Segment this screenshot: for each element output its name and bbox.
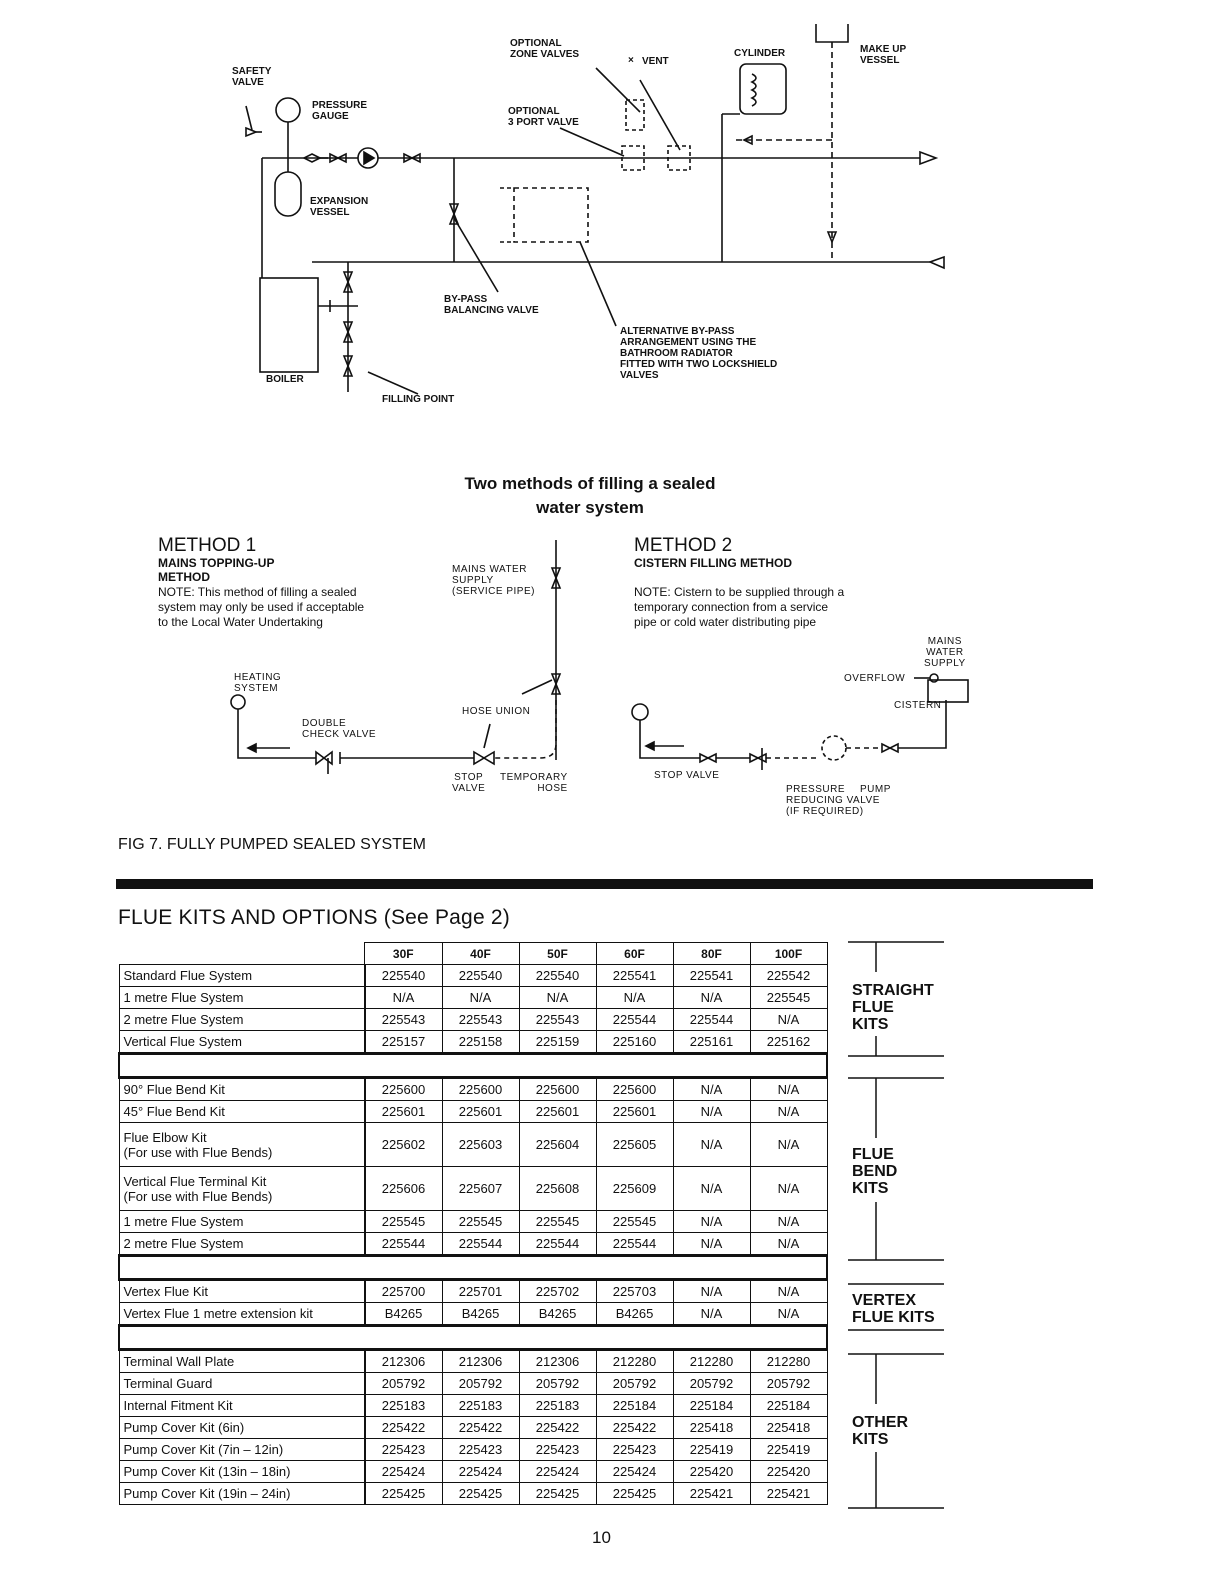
table-row [119, 1303, 827, 1326]
part-number-cell: 212280 [596, 1350, 673, 1373]
part-number-cell: 225162 [750, 1031, 827, 1054]
part-number-cell: 205792 [750, 1373, 827, 1395]
table-row [119, 1350, 827, 1373]
part-number-cell: 225183 [519, 1395, 596, 1417]
method2-cistern-label: CISTERN [894, 700, 942, 711]
part-number-cell: 225422 [442, 1417, 519, 1439]
part-number-cell: 225424 [365, 1461, 443, 1483]
section-divider [116, 879, 1093, 889]
part-number-cell: 225544 [596, 1009, 673, 1031]
flue-kits-table [118, 942, 828, 1505]
flue-kits-title: FLUE KITS AND OPTIONS (See Page 2) [118, 906, 510, 929]
method1-heating-system-label: HEATING SYSTEM [234, 672, 282, 694]
part-number-cell: 225544 [365, 1233, 443, 1256]
part-number-cell: 225184 [673, 1395, 750, 1417]
vertex-flue-kits-label: VERTEX FLUE KITS [852, 1292, 935, 1326]
part-number-cell: 225184 [750, 1395, 827, 1417]
vent-marker: × [628, 55, 634, 66]
filling-methods-heading: Two methods of filling a sealed water system [464, 474, 716, 517]
table-separator-row [119, 1326, 827, 1350]
part-number-cell: 225159 [519, 1031, 596, 1054]
part-number-cell: 225702 [519, 1280, 596, 1303]
part-number-cell: 225600 [519, 1078, 596, 1101]
column-header: 100F [750, 943, 827, 965]
table-separator-row [119, 1054, 827, 1078]
straight-flue-kits-label: STRAIGHT FLUE KITS [852, 982, 934, 1033]
part-number-cell: N/A [442, 987, 519, 1009]
kit-name: 2 metre Flue System [119, 1233, 365, 1256]
part-number-cell: 225425 [365, 1483, 443, 1505]
part-number-cell: 225183 [365, 1395, 443, 1417]
table-row [119, 1395, 827, 1417]
table-row [119, 1373, 827, 1395]
kit-name: Terminal Wall Plate [119, 1350, 365, 1373]
part-number-cell: 225544 [442, 1233, 519, 1256]
part-number-cell: 205792 [673, 1373, 750, 1395]
method1-subtitle: MAINS TOPPING-UP METHOD [158, 556, 275, 584]
part-number-cell: 225543 [519, 1009, 596, 1031]
part-number-cell: 225545 [442, 1211, 519, 1233]
page-number: 10 [592, 1528, 611, 1547]
part-number-cell: 225701 [442, 1280, 519, 1303]
make-up-vessel-label: MAKE UP VESSEL [860, 44, 907, 66]
part-number-cell: 225545 [750, 987, 827, 1009]
part-number-cell: N/A [750, 1009, 827, 1031]
part-number-cell: 225545 [519, 1211, 596, 1233]
part-number-cell: 225700 [365, 1280, 443, 1303]
optional-3port-valve-label: OPTIONAL 3 PORT VALVE [508, 106, 579, 128]
kit-name: Pump Cover Kit (6in) [119, 1417, 365, 1439]
kit-name: 90° Flue Bend Kit [119, 1078, 365, 1101]
part-number-cell: 225418 [750, 1417, 827, 1439]
column-header: 80F [673, 943, 750, 965]
part-number-cell: 225545 [365, 1211, 443, 1233]
kit-name: 1 metre Flue System [119, 1211, 365, 1233]
kit-name: Pump Cover Kit (13in – 18in) [119, 1461, 365, 1483]
part-number-cell: 205792 [519, 1373, 596, 1395]
column-header: 60F [596, 943, 673, 965]
part-number-cell: N/A [673, 1101, 750, 1123]
part-number-cell: 225425 [519, 1483, 596, 1505]
method2-title: METHOD 2 [634, 535, 733, 556]
method1-title: METHOD 1 [158, 535, 257, 556]
part-number-cell: 205792 [365, 1373, 443, 1395]
kit-name: Pump Cover Kit (19in – 24in) [119, 1483, 365, 1505]
part-number-cell: 225425 [442, 1483, 519, 1505]
part-number-cell: 225423 [365, 1439, 443, 1461]
part-number-cell: 225421 [673, 1483, 750, 1505]
table-row [119, 1123, 827, 1167]
method2-stop-valve-label: STOP VALVE [654, 770, 720, 781]
boiler-label: BOILER [266, 374, 304, 385]
kit-name: Pump Cover Kit (7in – 12in) [119, 1439, 365, 1461]
method2-subtitle: CISTERN FILLING METHOD [634, 556, 792, 570]
part-number-cell: 225423 [596, 1439, 673, 1461]
kit-name: Vertical Flue Terminal Kit (For use with Flue Bends) [119, 1167, 365, 1211]
table-header-row [119, 943, 827, 965]
part-number-cell: N/A [673, 987, 750, 1009]
part-number-cell: N/A [750, 1211, 827, 1233]
method1-hose-union-label: HOSE UNION [462, 706, 531, 717]
part-number-cell: 225418 [673, 1417, 750, 1439]
part-number-cell: N/A [750, 1167, 827, 1211]
part-number-cell: N/A [750, 1101, 827, 1123]
kit-name: Standard Flue System [119, 965, 365, 987]
part-number-cell: 225419 [673, 1439, 750, 1461]
part-number-cell: 205792 [442, 1373, 519, 1395]
part-number-cell: 225422 [519, 1417, 596, 1439]
table-row [119, 1009, 827, 1031]
method2-overflow-label: OVERFLOW [844, 673, 906, 684]
part-number-cell: N/A [750, 1280, 827, 1303]
part-number-cell: 225606 [365, 1167, 443, 1211]
table-row [119, 1167, 827, 1211]
part-number-cell: 225541 [596, 965, 673, 987]
part-number-cell: 225544 [673, 1009, 750, 1031]
part-number-cell: N/A [673, 1233, 750, 1256]
part-number-cell: 225183 [442, 1395, 519, 1417]
part-number-cell: 225542 [750, 965, 827, 987]
part-number-cell: 225603 [442, 1123, 519, 1167]
part-number-cell: 225601 [365, 1101, 443, 1123]
part-number-cell: B4265 [365, 1303, 443, 1326]
part-number-cell: N/A [750, 1123, 827, 1167]
kit-name: 45° Flue Bend Kit [119, 1101, 365, 1123]
method2-mains-water-supply-label: MAINS WATER SUPPLY [924, 636, 966, 669]
part-number-cell: 225540 [519, 965, 596, 987]
table-row [119, 965, 827, 987]
method1-note: NOTE: This method of filling a sealed system may only be used if acceptable to the Local Water Undertaking [158, 585, 365, 629]
part-number-cell: 225605 [596, 1123, 673, 1167]
kit-name: Terminal Guard [119, 1373, 365, 1395]
part-number-cell: 225157 [365, 1031, 443, 1054]
method1-stop-valve-label: STOP VALVE [452, 772, 486, 794]
part-number-cell: N/A [673, 1167, 750, 1211]
column-header: 30F [365, 943, 443, 965]
part-number-cell: 225604 [519, 1123, 596, 1167]
safety-valve-label: SAFETY VALVE [232, 66, 272, 88]
part-number-cell: B4265 [442, 1303, 519, 1326]
part-number-cell: 225545 [596, 1211, 673, 1233]
part-number-cell: 225161 [673, 1031, 750, 1054]
part-number-cell: 225420 [673, 1461, 750, 1483]
figure-caption: FIG 7. FULLY PUMPED SEALED SYSTEM [118, 836, 426, 853]
part-number-cell: 225608 [519, 1167, 596, 1211]
part-number-cell: 212306 [365, 1350, 443, 1373]
part-number-cell: 225424 [519, 1461, 596, 1483]
table-row [119, 1461, 827, 1483]
part-number-cell: 225184 [596, 1395, 673, 1417]
flue-bend-kits-label: FLUE BEND KITS [852, 1146, 898, 1197]
part-number-cell: 225607 [442, 1167, 519, 1211]
table-row [119, 1280, 827, 1303]
part-number-cell: 225425 [596, 1483, 673, 1505]
part-number-cell: N/A [673, 1078, 750, 1101]
expansion-vessel-label: EXPANSION VESSEL [310, 196, 369, 218]
part-number-cell: 225158 [442, 1031, 519, 1054]
part-number-cell: 225541 [673, 965, 750, 987]
part-number-cell: N/A [673, 1280, 750, 1303]
optional-zone-valves-label: OPTIONAL ZONE VALVES [510, 38, 580, 60]
part-number-cell: 225421 [750, 1483, 827, 1505]
kit-name: Flue Elbow Kit (For use with Flue Bends) [119, 1123, 365, 1167]
kit-name: Vertical Flue System [119, 1031, 365, 1054]
part-number-cell: N/A [519, 987, 596, 1009]
part-number-cell: 225600 [365, 1078, 443, 1101]
part-number-cell: 225422 [596, 1417, 673, 1439]
part-number-cell: 225544 [596, 1233, 673, 1256]
part-number-cell: N/A [365, 987, 443, 1009]
method1-double-check-valve-label: DOUBLE CHECK VALVE [302, 718, 377, 740]
pressure-gauge-label: PRESSURE GAUGE [312, 100, 368, 122]
part-number-cell: N/A [673, 1303, 750, 1326]
bypass-balancing-valve-label: BY-PASS BALANCING VALVE [444, 294, 539, 316]
alternative-bypass-label: ALTERNATIVE BY-PASS ARRANGEMENT USING THE BATHROOM RADIATOR FITTED WITH TWO LOCKSHIELD VALVES [620, 326, 778, 381]
other-kits-label: OTHER KITS [852, 1414, 908, 1448]
part-number-cell: 225544 [519, 1233, 596, 1256]
table-row [119, 1483, 827, 1505]
part-number-cell: 225540 [442, 965, 519, 987]
part-number-cell: 225601 [519, 1101, 596, 1123]
part-number-cell: 225543 [365, 1009, 443, 1031]
part-number-cell: N/A [596, 987, 673, 1009]
table-row [119, 1031, 827, 1054]
part-number-cell: B4265 [596, 1303, 673, 1326]
column-header: 40F [442, 943, 519, 965]
kit-name: Vertex Flue 1 metre extension kit [119, 1303, 365, 1326]
part-number-cell: 212280 [673, 1350, 750, 1373]
part-number-cell: 225423 [519, 1439, 596, 1461]
part-number-cell: 205792 [596, 1373, 673, 1395]
kit-name: 2 metre Flue System [119, 1009, 365, 1031]
part-number-cell: 225422 [365, 1417, 443, 1439]
part-number-cell: 225601 [596, 1101, 673, 1123]
column-header: 50F [519, 943, 596, 965]
part-number-cell: B4265 [519, 1303, 596, 1326]
kit-name: Vertex Flue Kit [119, 1280, 365, 1303]
table-row [119, 1417, 827, 1439]
part-number-cell: 225423 [442, 1439, 519, 1461]
part-number-cell: 225424 [442, 1461, 519, 1483]
kit-name: Internal Fitment Kit [119, 1395, 365, 1417]
vent-label: VENT [642, 56, 669, 67]
part-number-cell: 225420 [750, 1461, 827, 1483]
part-number-cell: 225703 [596, 1280, 673, 1303]
part-number-cell: 212306 [442, 1350, 519, 1373]
part-number-cell: 225609 [596, 1167, 673, 1211]
part-number-cell: N/A [673, 1211, 750, 1233]
part-number-cell: N/A [750, 1303, 827, 1326]
filling-point-label: FILLING POINT [382, 394, 455, 405]
table-row [119, 1233, 827, 1256]
table-separator-row [119, 1256, 827, 1280]
part-number-cell: N/A [750, 1078, 827, 1101]
method1-mains-water-supply-label: MAINS WATER SUPPLY (SERVICE PIPE) [452, 564, 535, 597]
table-row [119, 1439, 827, 1461]
part-number-cell: 225419 [750, 1439, 827, 1461]
part-number-cell: 212306 [519, 1350, 596, 1373]
method1-temporary-hose-label: TEMPORARY HOSE [500, 772, 568, 794]
cylinder-label: CYLINDER [734, 48, 786, 59]
method2-note: NOTE: Cistern to be supplied through a temporary connection from a service pipe or cold water distributing pipe [634, 585, 845, 629]
part-number-cell: 225543 [442, 1009, 519, 1031]
method2-pressure-reducing-valve-label: PRESSURE REDUCING VALVE (IF REQUIRED) [786, 784, 880, 817]
part-number-cell: 225600 [596, 1078, 673, 1101]
part-number-cell: 225540 [365, 965, 443, 987]
table-row [119, 1101, 827, 1123]
part-number-cell: N/A [750, 1233, 827, 1256]
part-number-cell: 225424 [596, 1461, 673, 1483]
method2-pump-label: PUMP [860, 784, 891, 795]
part-number-cell: 212280 [750, 1350, 827, 1373]
table-row [119, 987, 827, 1009]
kit-name: 1 metre Flue System [119, 987, 365, 1009]
table-row [119, 1078, 827, 1101]
part-number-cell: 225160 [596, 1031, 673, 1054]
table-row [119, 1211, 827, 1233]
part-number-cell: N/A [673, 1123, 750, 1167]
part-number-cell: 225600 [442, 1078, 519, 1101]
part-number-cell: 225602 [365, 1123, 443, 1167]
part-number-cell: 225601 [442, 1101, 519, 1123]
